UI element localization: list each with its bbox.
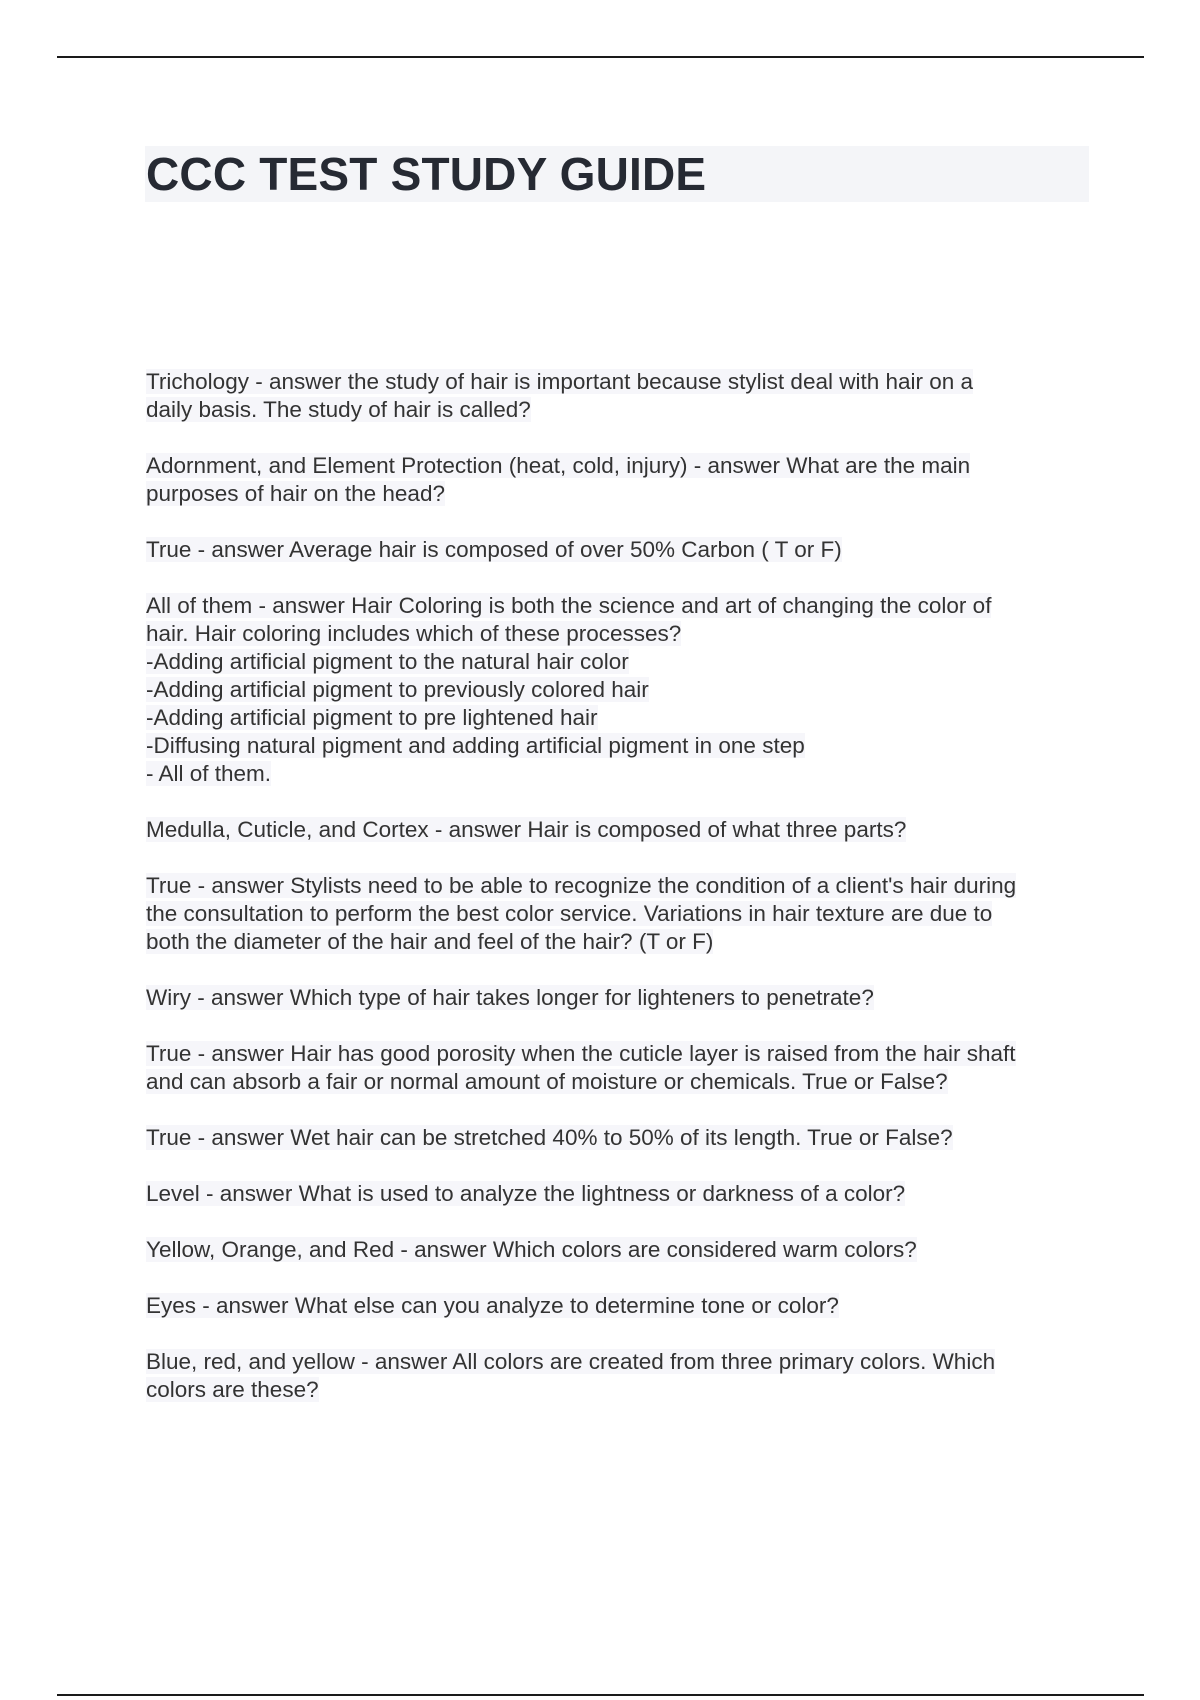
qa-item	[146, 1124, 1096, 1152]
qa-item	[146, 368, 1096, 424]
qa-item	[146, 452, 1096, 508]
qa-text: True - answer Stylists need to be able to recognize the condition of a client's hair during the consultation to perform the best color service. Variations in hair texture are due to both the diameter of the hair and feel of the hair? (T or F)	[146, 873, 1017, 954]
qa-text: True - answer Wet hair can be stretched 40% to 50% of its length. True or False?	[146, 1125, 953, 1150]
qa-text: Trichology - answer the study of hair is important because stylist deal with hair on a daily basis. The study of hair is called?	[146, 369, 974, 422]
page-title: CCC TEST STUDY GUIDE	[146, 148, 707, 200]
qa-text: Eyes - answer What else can you analyze to determine tone or color?	[146, 1293, 839, 1318]
qa-item	[146, 872, 1096, 956]
qa-text: True - answer Hair has good porosity when the cuticle layer is raised from the hair shaft and can absorb a fair or normal amount of moisture or chemicals. True or False?	[146, 1041, 1016, 1094]
qa-text: Yellow, Orange, and Red - answer Which colors are considered warm colors?	[146, 1237, 917, 1262]
qa-text: Wiry - answer Which type of hair takes longer for lighteners to penetrate?	[146, 985, 874, 1010]
qa-item	[146, 1292, 1096, 1320]
qa-item	[146, 984, 1096, 1012]
qa-item	[146, 1236, 1096, 1264]
qa-text: Medulla, Cuticle, and Cortex - answer Hair is composed of what three parts?	[146, 817, 907, 842]
qa-text: Blue, red, and yellow - answer All colors are created from three primary colors. Which colors are these?	[146, 1349, 996, 1402]
qa-text: True - answer Average hair is composed of over 50% Carbon ( T or F)	[146, 537, 842, 562]
qa-text: Adornment, and Element Protection (heat, cold, injury) - answer What are the main purposes of hair on the head?	[146, 453, 971, 506]
qa-item	[146, 592, 1096, 788]
bottom-rule	[57, 1694, 1144, 1696]
qa-item	[146, 536, 1096, 564]
qa-list	[146, 368, 1096, 1432]
qa-item	[146, 1180, 1096, 1208]
qa-item	[146, 1348, 1096, 1404]
qa-item	[146, 816, 1096, 844]
top-rule	[57, 56, 1144, 58]
qa-text: Level - answer What is used to analyze the lightness or darkness of a color?	[146, 1181, 906, 1206]
qa-item	[146, 1040, 1096, 1096]
qa-text: All of them - answer Hair Coloring is both the science and art of changing the color of hair. Hair coloring includes which of these processes? -Adding artificial pigment to the natural hair color -Adding artificial pigment to previously colored hair -Adding artificial pigment to pre lightened hair -Diffusing natural pigment and adding artificial pigment in one step - All of them.	[146, 593, 992, 786]
